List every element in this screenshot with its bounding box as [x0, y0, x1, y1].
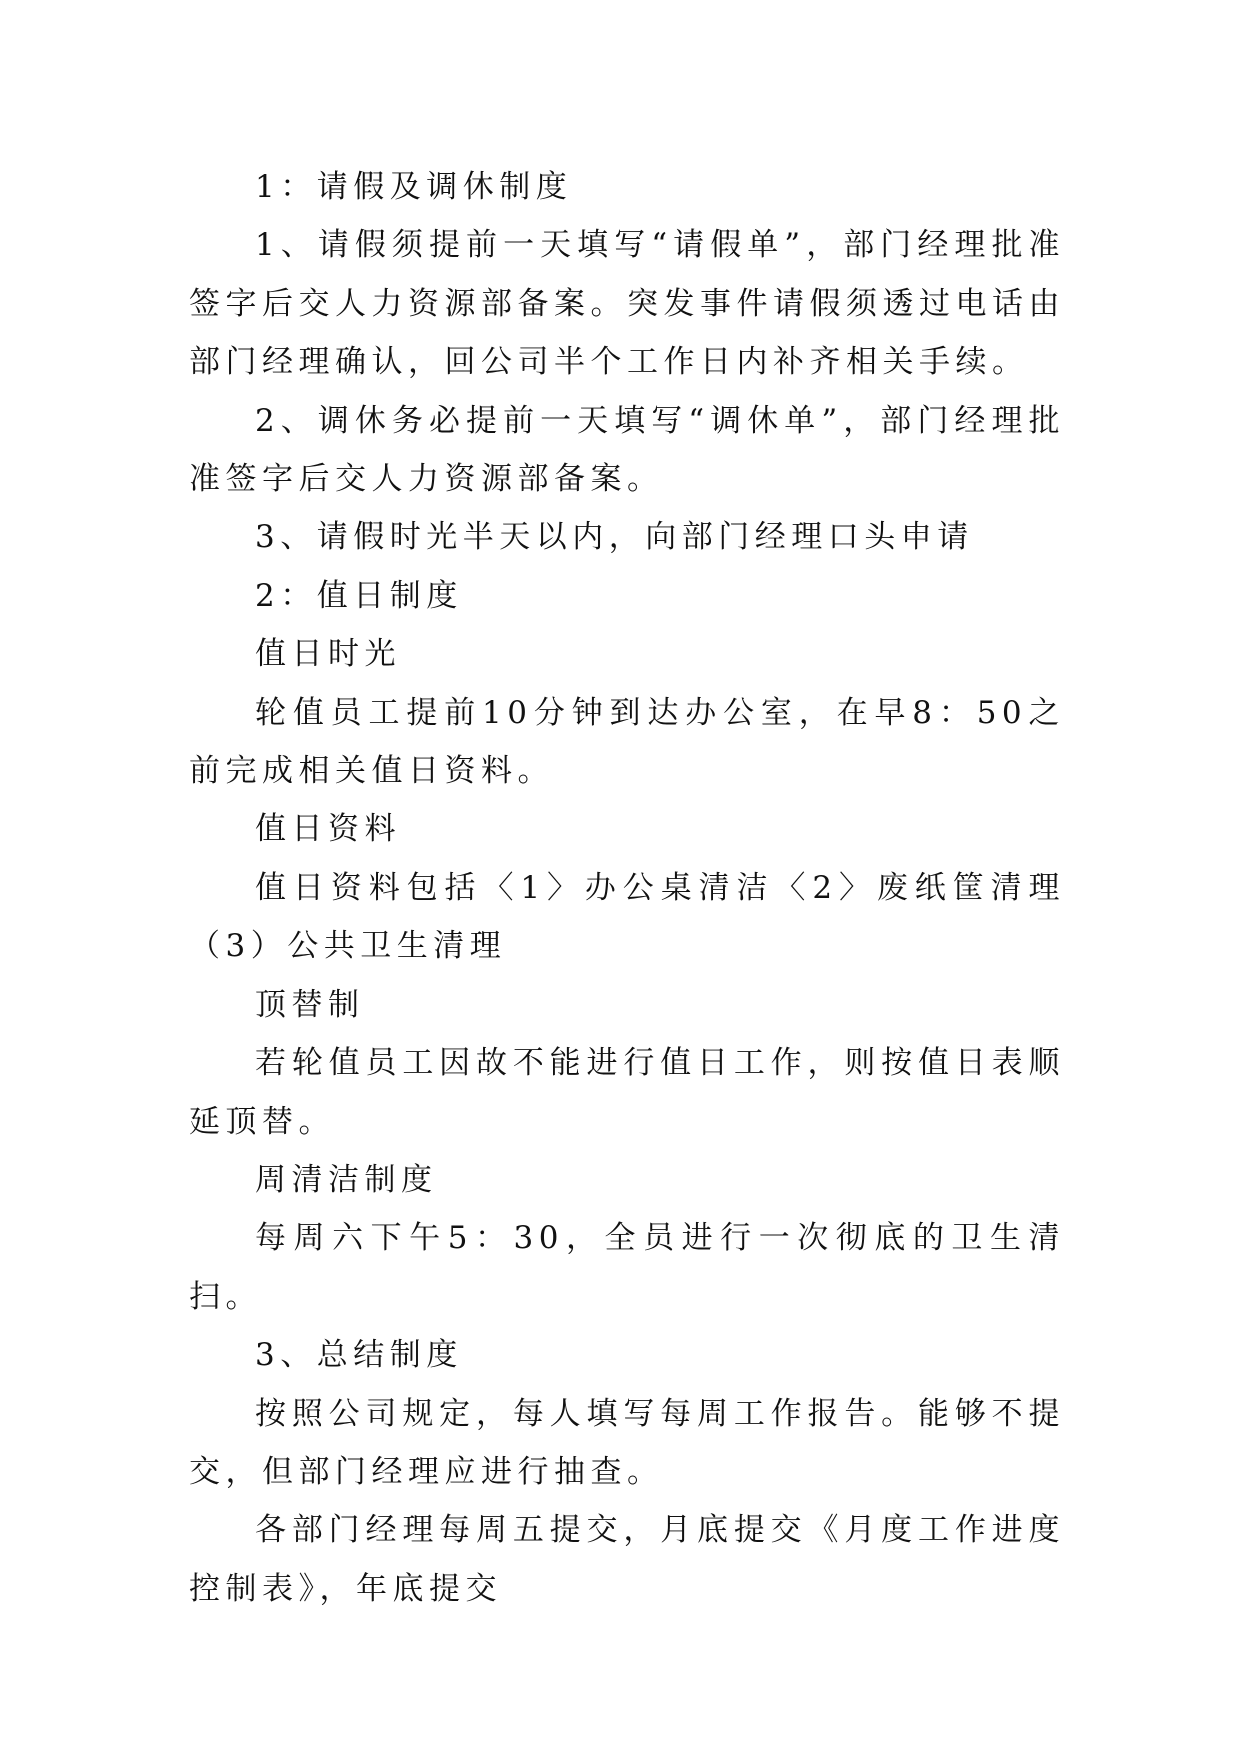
paragraph-summary-1: 按照公司规定，每人填写每周工作报告。能够不提交，但部门经理应进行抽查。	[189, 1395, 1065, 1490]
subheading-duty-time: 值日时光	[255, 636, 401, 673]
paragraph-summary-2: 各部门经理每周五提交，月底提交《月度工作进度控制表》，年底提交	[189, 1512, 1065, 1607]
paragraph-leave-rule-2: 2、调休务必提前一天填写“调休单”，部门经理批准签字后交人力资源部备案。	[189, 402, 1065, 498]
section-heading-summary: 3、总结制度	[255, 1337, 463, 1374]
subheading-substitute: 顶替制	[255, 986, 365, 1023]
section-heading-duty: 2：值日制度	[255, 577, 463, 614]
paragraph-duty-time: 轮值员工提前10分钟到达办公室，在早8：50之前完成相关值日资料。	[189, 694, 1065, 790]
subheading-weekly-cleaning: 周清洁制度	[255, 1161, 438, 1198]
paragraph-weekly-cleaning: 每周六下午5：30，全员进行一次彻底的卫生清扫。	[189, 1220, 1065, 1315]
paragraph-leave-rule-3: 3、请假时光半天以内，向部门经理口头申请	[255, 519, 974, 556]
section-heading-leave: 1：请假及调休制度	[255, 169, 573, 205]
paragraph-leave-rule-1: 1、请假须提前一天填写“请假单”，部门经理批准签字后交人力资源部备案。突发事件请假须透过电话由部门经理确认，回公司半个工作日内补齐相关手续。	[189, 227, 1065, 381]
paragraph-duty-content: 值日资料包括〈1〉办公桌清洁〈2〉废纸筐清理（3）公共卫生清理	[189, 869, 1065, 965]
document-body	[189, 158, 1065, 1618]
paragraph-substitute: 若轮值员工因故不能进行值日工作，则按值日表顺延顶替。	[189, 1045, 1065, 1140]
subheading-duty-content: 值日资料	[255, 811, 401, 848]
